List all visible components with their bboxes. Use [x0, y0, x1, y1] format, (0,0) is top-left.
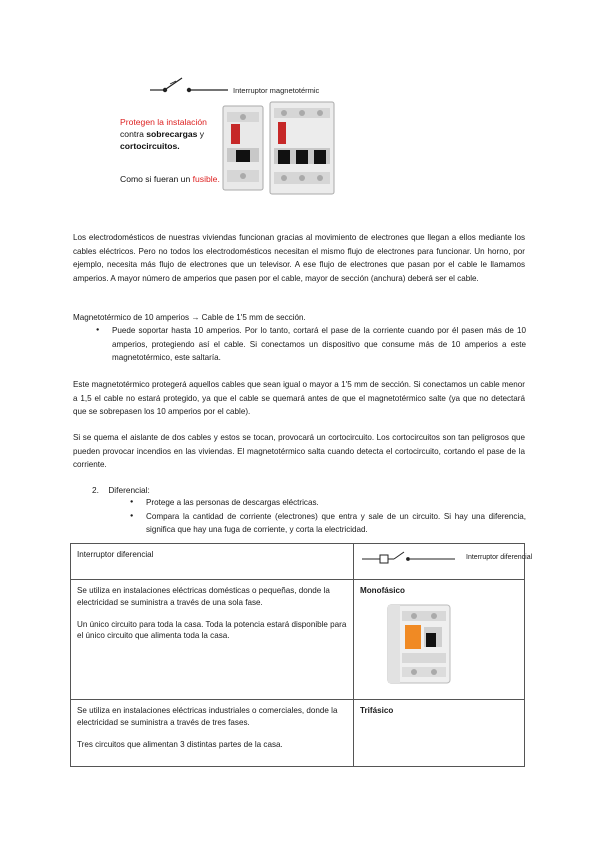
table-header-cell: Interruptor diferencial [71, 544, 354, 580]
table-row [71, 544, 525, 580]
table-header-symbol-cell [354, 544, 533, 580]
table-cell [354, 580, 525, 700]
section-number: 2. [92, 485, 99, 495]
differential-switch-image [380, 601, 460, 687]
breaker-caption-fuse: Como si fueran un fusible. [120, 174, 220, 184]
short-circuit-paragraph: Si se quema el aislante de dos cables y estos se tocan, provocará un cortocircuito. Los cortocircuitos son tan peligrosos que pueden provocar incendios en las viviendas. El magnetotérmico salta cuando detecta el cortocircuito, cortando el pase de la corriente. [73, 433, 525, 470]
table-cell: Se utiliza en instalaciones eléctricas domésticas o pequeñas, donde la electricidad se suministra a través de una sola fase. Un único circuito para toda la casa. Toda la potencia estará disponible para el único circuito que alimenta toda la casa. [71, 580, 354, 700]
differential-table [70, 543, 533, 767]
table-row [71, 580, 525, 700]
breaker-single-pole [223, 106, 263, 190]
table-cell [354, 700, 525, 767]
differential-symbol-label: Interruptor diferencial [466, 554, 533, 561]
switch-symbol [150, 78, 228, 92]
breaker-symbol-label: Interruptor magnetotérmic [233, 86, 320, 95]
differential-symbol-icon [360, 549, 470, 567]
breaker-caption: Protegen la instalación contra sobrecargas y cortocircuitos. [120, 117, 207, 151]
intro-paragraph: Los electrodomésticos de nuestras viviendas funcionan gracias al movimiento de electrones que llegan a ellos mediante los cables eléctricos. Pero no todos los electrodomésticos necesitan el mismo flujo de electrones para funcionar. Un horno, por ejemplo, necesita más flujo de electrones que un televisor. A ese flujo de electrones que pasan por el cable le llamamos amperios. A mayor número de amperios que pasen por el cable, mayor de sección (anchura) deberá ser el cable. [73, 233, 525, 283]
example-heading: Magnetotérmico de 10 amperios → Cable de 1'5 mm de sección. [73, 313, 306, 322]
breaker-three-pole [270, 102, 334, 194]
monophase-label: Monofásico [360, 586, 405, 595]
cable-protection-paragraph: Este magnetotérmico protegerá aquellos cables que sean igual o mayor a 1'5 mm de sección. Si conectamos un cable menor a 1,5 el cable no estará protegido, ya que el cable se quemará antes de que el magnetotérmico salte (ya que no detectará que se sobrepasen los 10 amperios por el cable). [73, 380, 525, 417]
differential-symbol [360, 549, 533, 567]
threephase-label: Trifásico [360, 706, 394, 715]
table-cell: Se utiliza en instalaciones eléctricas industriales o comerciales, donde la electricidad se suministra a través de tres fases. Tres circuitos que alimentan 3 distintas partes de la casa. [71, 700, 354, 767]
table-row [71, 700, 525, 767]
differential-list [130, 496, 526, 537]
list-item: ● Puede soportar hasta 10 amperios. Por lo tanto, cortará el pase de la corriente cuando por él pasen más de 10 amperios, protegiendo así el cable. Si conectamos un dispositivo que consume más de 10 amperios a este magnetotérmico, este saltaría. [96, 324, 526, 365]
list-item: ● Protege a las personas de descargas eléctricas. [130, 496, 526, 510]
section-title: Diferencial: [108, 485, 150, 495]
list-item: ● Compara la cantidad de corriente (electrones) que entra y sale de un circuito. Si hay una diferencia, significa que hay una fuga de corriente, y corta la electricidad. [130, 510, 526, 537]
example-list [96, 324, 526, 365]
